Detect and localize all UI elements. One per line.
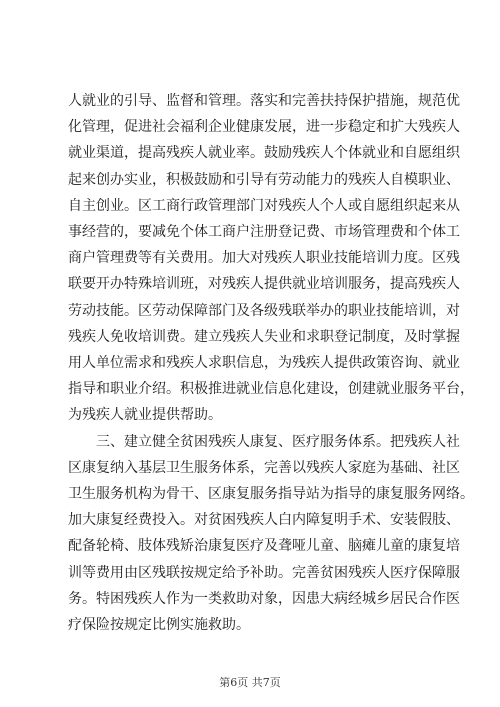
text-line: 配备轮椅、肢体残矫治康复医疗及聋哑儿童、脑瘫儿童的康复培 <box>68 538 460 555</box>
text-line: 劳动技能。区劳动保障部门及各级残联举办的职业技能培训，对 <box>68 302 460 319</box>
text-line: 为残疾人就业提供帮助。 <box>68 407 222 424</box>
text-line: 事经营的，要减免个体工商户注册登记费、市场管理费和个体工 <box>68 224 460 241</box>
text-line: 残疾人免收培训费。建立残疾人失业和求职登记制度，及时掌握 <box>68 328 460 345</box>
document-body <box>68 88 474 638</box>
text-line: 训等费用由区残联按规定给予补助。完善贫困残疾人医疗保障服 <box>68 564 460 581</box>
text-line: 人就业的引导、监督和管理。落实和完善扶持保护措施，规范优 <box>68 93 460 109</box>
body-paragraph-2 <box>68 429 474 639</box>
text-line: 用人单位需求和残疾人求职信息，为残疾人提供政策咨询、就业 <box>68 355 460 372</box>
body-paragraph-1 <box>68 88 474 429</box>
text-line: 商户管理费等有关费用。加大对残疾人职业技能培训力度。区残 <box>68 250 460 267</box>
text-line: 就业渠道，提高残疾人就业率。鼓励残疾人个体就业和自愿组织 <box>68 145 460 162</box>
text-line: 自主创业。区工商行政管理部门对残疾人个人或自愿组织起来从 <box>68 197 460 214</box>
text-line: 区康复纳入基层卫生服务体系，完善以残疾人家庭为基础、社区 <box>68 459 460 476</box>
text-line: 联要开办特殊培训班，对残疾人提供就业培训服务，提高残疾人 <box>68 276 460 293</box>
text-line: 三、建立健全贫困残疾人康复、医疗服务体系。把残疾人社 <box>68 433 460 450</box>
text-line: 加大康复经费投入。对贫困残疾人白内障复明手术、安装假肢、 <box>68 512 460 529</box>
text-line: 化管理，促进社会福利企业健康发展，进一步稳定和扩大残疾人 <box>68 119 460 136</box>
text-line: 卫生服务机构为骨干、区康复服务指导站为指导的康复服务网络。 <box>68 486 474 503</box>
text-line: 疗保险按规定比例实施救助。 <box>68 617 250 634</box>
text-line: 指导和职业介绍。积极推进就业信息化建设，创建就业服务平台， <box>68 381 474 398</box>
page-number: 第6页 共7页 <box>219 676 281 689</box>
text-line: 起来创办实业，积极鼓励和引导有劳动能力的残疾人自模职业、 <box>68 171 460 188</box>
text-line: 务。特困残疾人作为一类救助对象，因患大病经城乡居民合作医 <box>68 590 460 607</box>
